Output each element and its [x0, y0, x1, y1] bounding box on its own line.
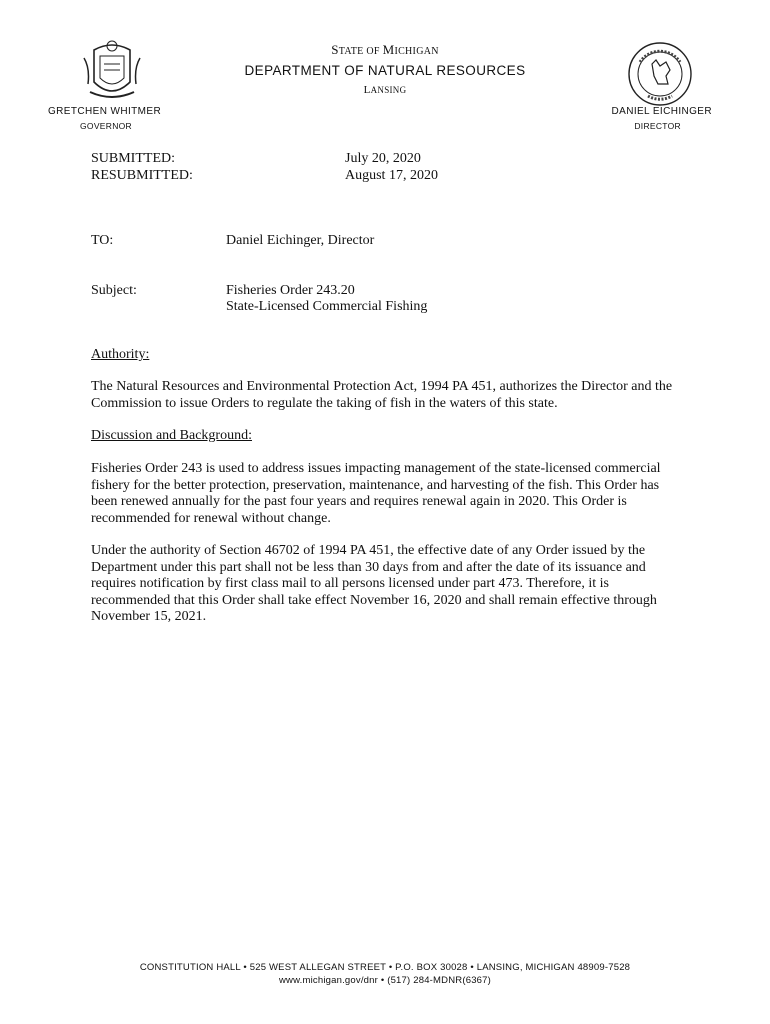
subject-line-2: State-Licensed Commercial Fishing — [226, 299, 428, 314]
submitted-label: SUBMITTED: — [91, 151, 175, 166]
discussion-heading: Discussion and Background: — [91, 428, 252, 443]
subject-line-1: Fisheries Order 243.20 — [226, 283, 355, 298]
letterhead-department: DEPARTMENT OF NATURAL RESOURCES — [244, 63, 526, 78]
discussion-paragraph-2: Under the authority of Section 46702 of 1994 PA 451, the effective date of any Order issued by the Department under this part shall not be less than 30 days from and after the date of its issuance and requires notification by first class mail to all persons licensed under part 473. Therefore, it is recommended that this Order shall take effect November 16, 2020 and shall remain effective through November 15, 2021. — [91, 543, 657, 624]
director-name: DANIEL EICHINGER — [611, 106, 712, 117]
director-title: DIRECTOR — [634, 121, 681, 131]
footer-address: CONSTITUTION HALL • 525 WEST ALLEGAN STREET • P.O. BOX 30028 • LANSING, MICHIGAN 48909-7528 — [139, 962, 631, 973]
submitted-date: July 20, 2020 — [345, 151, 421, 166]
to-value: Daniel Eichinger, Director — [226, 233, 375, 248]
authority-paragraph: The Natural Resources and Environmental Protection Act, 1994 PA 451, authorizes the Director and the Commission to issue Orders to regulate the taking of fish in the waters of this state. — [91, 379, 673, 411]
subject-label: Subject: — [91, 283, 137, 298]
to-label: TO: — [91, 233, 114, 248]
letterhead-city: LANSING — [363, 84, 407, 96]
governor-title: GOVERNOR — [80, 121, 132, 131]
footer-contact: www.michigan.gov/dnr • (517) 284-MDNR(6367) — [278, 975, 492, 986]
letterhead-state: STATE OF MICHIGAN — [331, 42, 439, 57]
authority-heading: Authority: — [91, 347, 150, 362]
discussion-paragraph-1: Fisheries Order 243 is used to address issues impacting management of the state-licensed commercial fishery for the better protection, preservation, maintenance, and harvesting of the fish. This Order has been renewed annually for the past four years and requires renewal again in 2020. This Order is recommended for renewal without change. — [91, 461, 661, 526]
resubmitted-date: August 17, 2020 — [345, 168, 438, 183]
resubmitted-label: RESUBMITTED: — [91, 168, 193, 183]
governor-name: GRETCHEN WHITMER — [48, 106, 162, 117]
